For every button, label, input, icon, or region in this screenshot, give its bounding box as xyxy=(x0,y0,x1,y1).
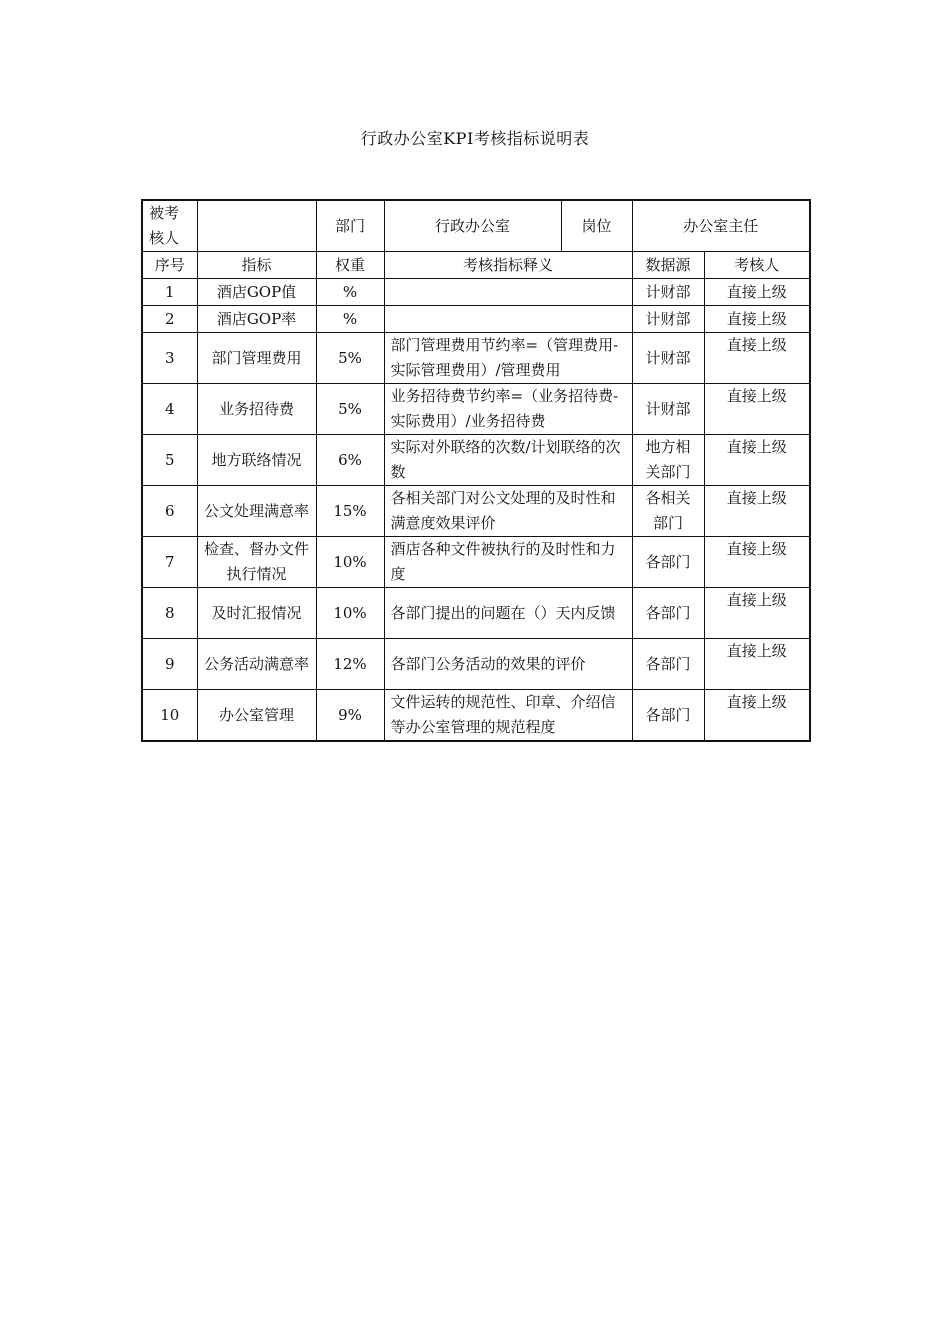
row-assessor: 直接上级 xyxy=(704,639,810,690)
row-source: 各部门 xyxy=(632,588,704,639)
row-indicator: 酒店GOP值 xyxy=(197,279,316,306)
table-row xyxy=(142,537,810,588)
table-row xyxy=(142,279,810,306)
row-indicator: 地方联络情况 xyxy=(197,435,316,486)
row-weight: 9% xyxy=(316,690,384,742)
dept-value: 行政办公室 xyxy=(384,200,561,252)
table-row xyxy=(142,435,810,486)
table-row xyxy=(142,639,810,690)
row-assessor: 直接上级 xyxy=(704,435,810,486)
row-indicator: 办公室管理 xyxy=(197,690,316,742)
row-no: 10 xyxy=(142,690,197,742)
row-weight: 10% xyxy=(316,588,384,639)
dept-label: 部门 xyxy=(316,200,384,252)
row-weight: % xyxy=(316,306,384,333)
row-definition xyxy=(384,279,632,306)
col-header-definition: 考核指标释义 xyxy=(384,252,632,279)
row-definition: 各部门公务活动的效果的评价 xyxy=(384,639,632,690)
col-header-indicator: 指标 xyxy=(197,252,316,279)
column-header-row xyxy=(142,252,810,279)
kpi-table xyxy=(141,199,811,742)
info-row xyxy=(142,200,810,252)
row-indicator: 公文处理满意率 xyxy=(197,486,316,537)
row-assessor: 直接上级 xyxy=(704,384,810,435)
row-indicator: 部门管理费用 xyxy=(197,333,316,384)
row-no: 4 xyxy=(142,384,197,435)
row-definition: 酒店各种文件被执行的及时性和力度 xyxy=(384,537,632,588)
row-no: 8 xyxy=(142,588,197,639)
row-assessor: 直接上级 xyxy=(704,279,810,306)
row-source: 地方相关部门 xyxy=(632,435,704,486)
page-title: 行政办公室KPI考核指标说明表 xyxy=(360,129,590,148)
row-definition: 各相关部门对公文处理的及时性和满意度效果评价 xyxy=(384,486,632,537)
row-no: 5 xyxy=(142,435,197,486)
row-definition: 各部门提出的问题在（）天内反馈 xyxy=(384,588,632,639)
position-label: 岗位 xyxy=(561,200,632,252)
row-assessor: 直接上级 xyxy=(704,690,810,742)
row-indicator: 公务活动满意率 xyxy=(197,639,316,690)
row-source: 计财部 xyxy=(632,384,704,435)
col-header-no: 序号 xyxy=(142,252,197,279)
col-header-source: 数据源 xyxy=(632,252,704,279)
table-row xyxy=(142,486,810,537)
row-source: 计财部 xyxy=(632,306,704,333)
table-row xyxy=(142,306,810,333)
row-definition: 部门管理费用节约率=（管理费用-实际管理费用）/管理费用 xyxy=(384,333,632,384)
col-header-assessor: 考核人 xyxy=(704,252,810,279)
row-weight: 5% xyxy=(316,333,384,384)
row-weight: 12% xyxy=(316,639,384,690)
row-indicator: 酒店GOP率 xyxy=(197,306,316,333)
row-indicator: 业务招待费 xyxy=(197,384,316,435)
row-no: 6 xyxy=(142,486,197,537)
row-indicator: 及时汇报情况 xyxy=(197,588,316,639)
row-definition: 文件运转的规范性、印章、介绍信等办公室管理的规范程度 xyxy=(384,690,632,742)
row-assessor: 直接上级 xyxy=(704,537,810,588)
row-no: 2 xyxy=(142,306,197,333)
row-source: 计财部 xyxy=(632,333,704,384)
row-indicator: 检查、督办文件执行情况 xyxy=(197,537,316,588)
row-no: 1 xyxy=(142,279,197,306)
row-weight: 10% xyxy=(316,537,384,588)
row-source: 各相关部门 xyxy=(632,486,704,537)
row-weight: 5% xyxy=(316,384,384,435)
row-source: 各部门 xyxy=(632,690,704,742)
col-header-weight: 权重 xyxy=(316,252,384,279)
row-assessor: 直接上级 xyxy=(704,306,810,333)
table-row xyxy=(142,384,810,435)
row-no: 9 xyxy=(142,639,197,690)
row-no: 7 xyxy=(142,537,197,588)
row-source: 各部门 xyxy=(632,639,704,690)
assessee-value xyxy=(197,200,316,252)
row-definition: 实际对外联络的次数/计划联络的次数 xyxy=(384,435,632,486)
row-definition: 业务招待费节约率=（业务招待费-实际费用）/业务招待费 xyxy=(384,384,632,435)
row-definition xyxy=(384,306,632,333)
row-weight: 6% xyxy=(316,435,384,486)
row-source: 各部门 xyxy=(632,537,704,588)
row-source: 计财部 xyxy=(632,279,704,306)
table-row xyxy=(142,690,810,742)
table-row xyxy=(142,588,810,639)
row-weight: 15% xyxy=(316,486,384,537)
position-value: 办公室主任 xyxy=(632,200,810,252)
row-no: 3 xyxy=(142,333,197,384)
table-row xyxy=(142,333,810,384)
assessee-label: 被考核人 xyxy=(142,200,197,252)
row-assessor: 直接上级 xyxy=(704,333,810,384)
row-weight: % xyxy=(316,279,384,306)
row-assessor: 直接上级 xyxy=(704,486,810,537)
row-assessor: 直接上级 xyxy=(704,588,810,639)
